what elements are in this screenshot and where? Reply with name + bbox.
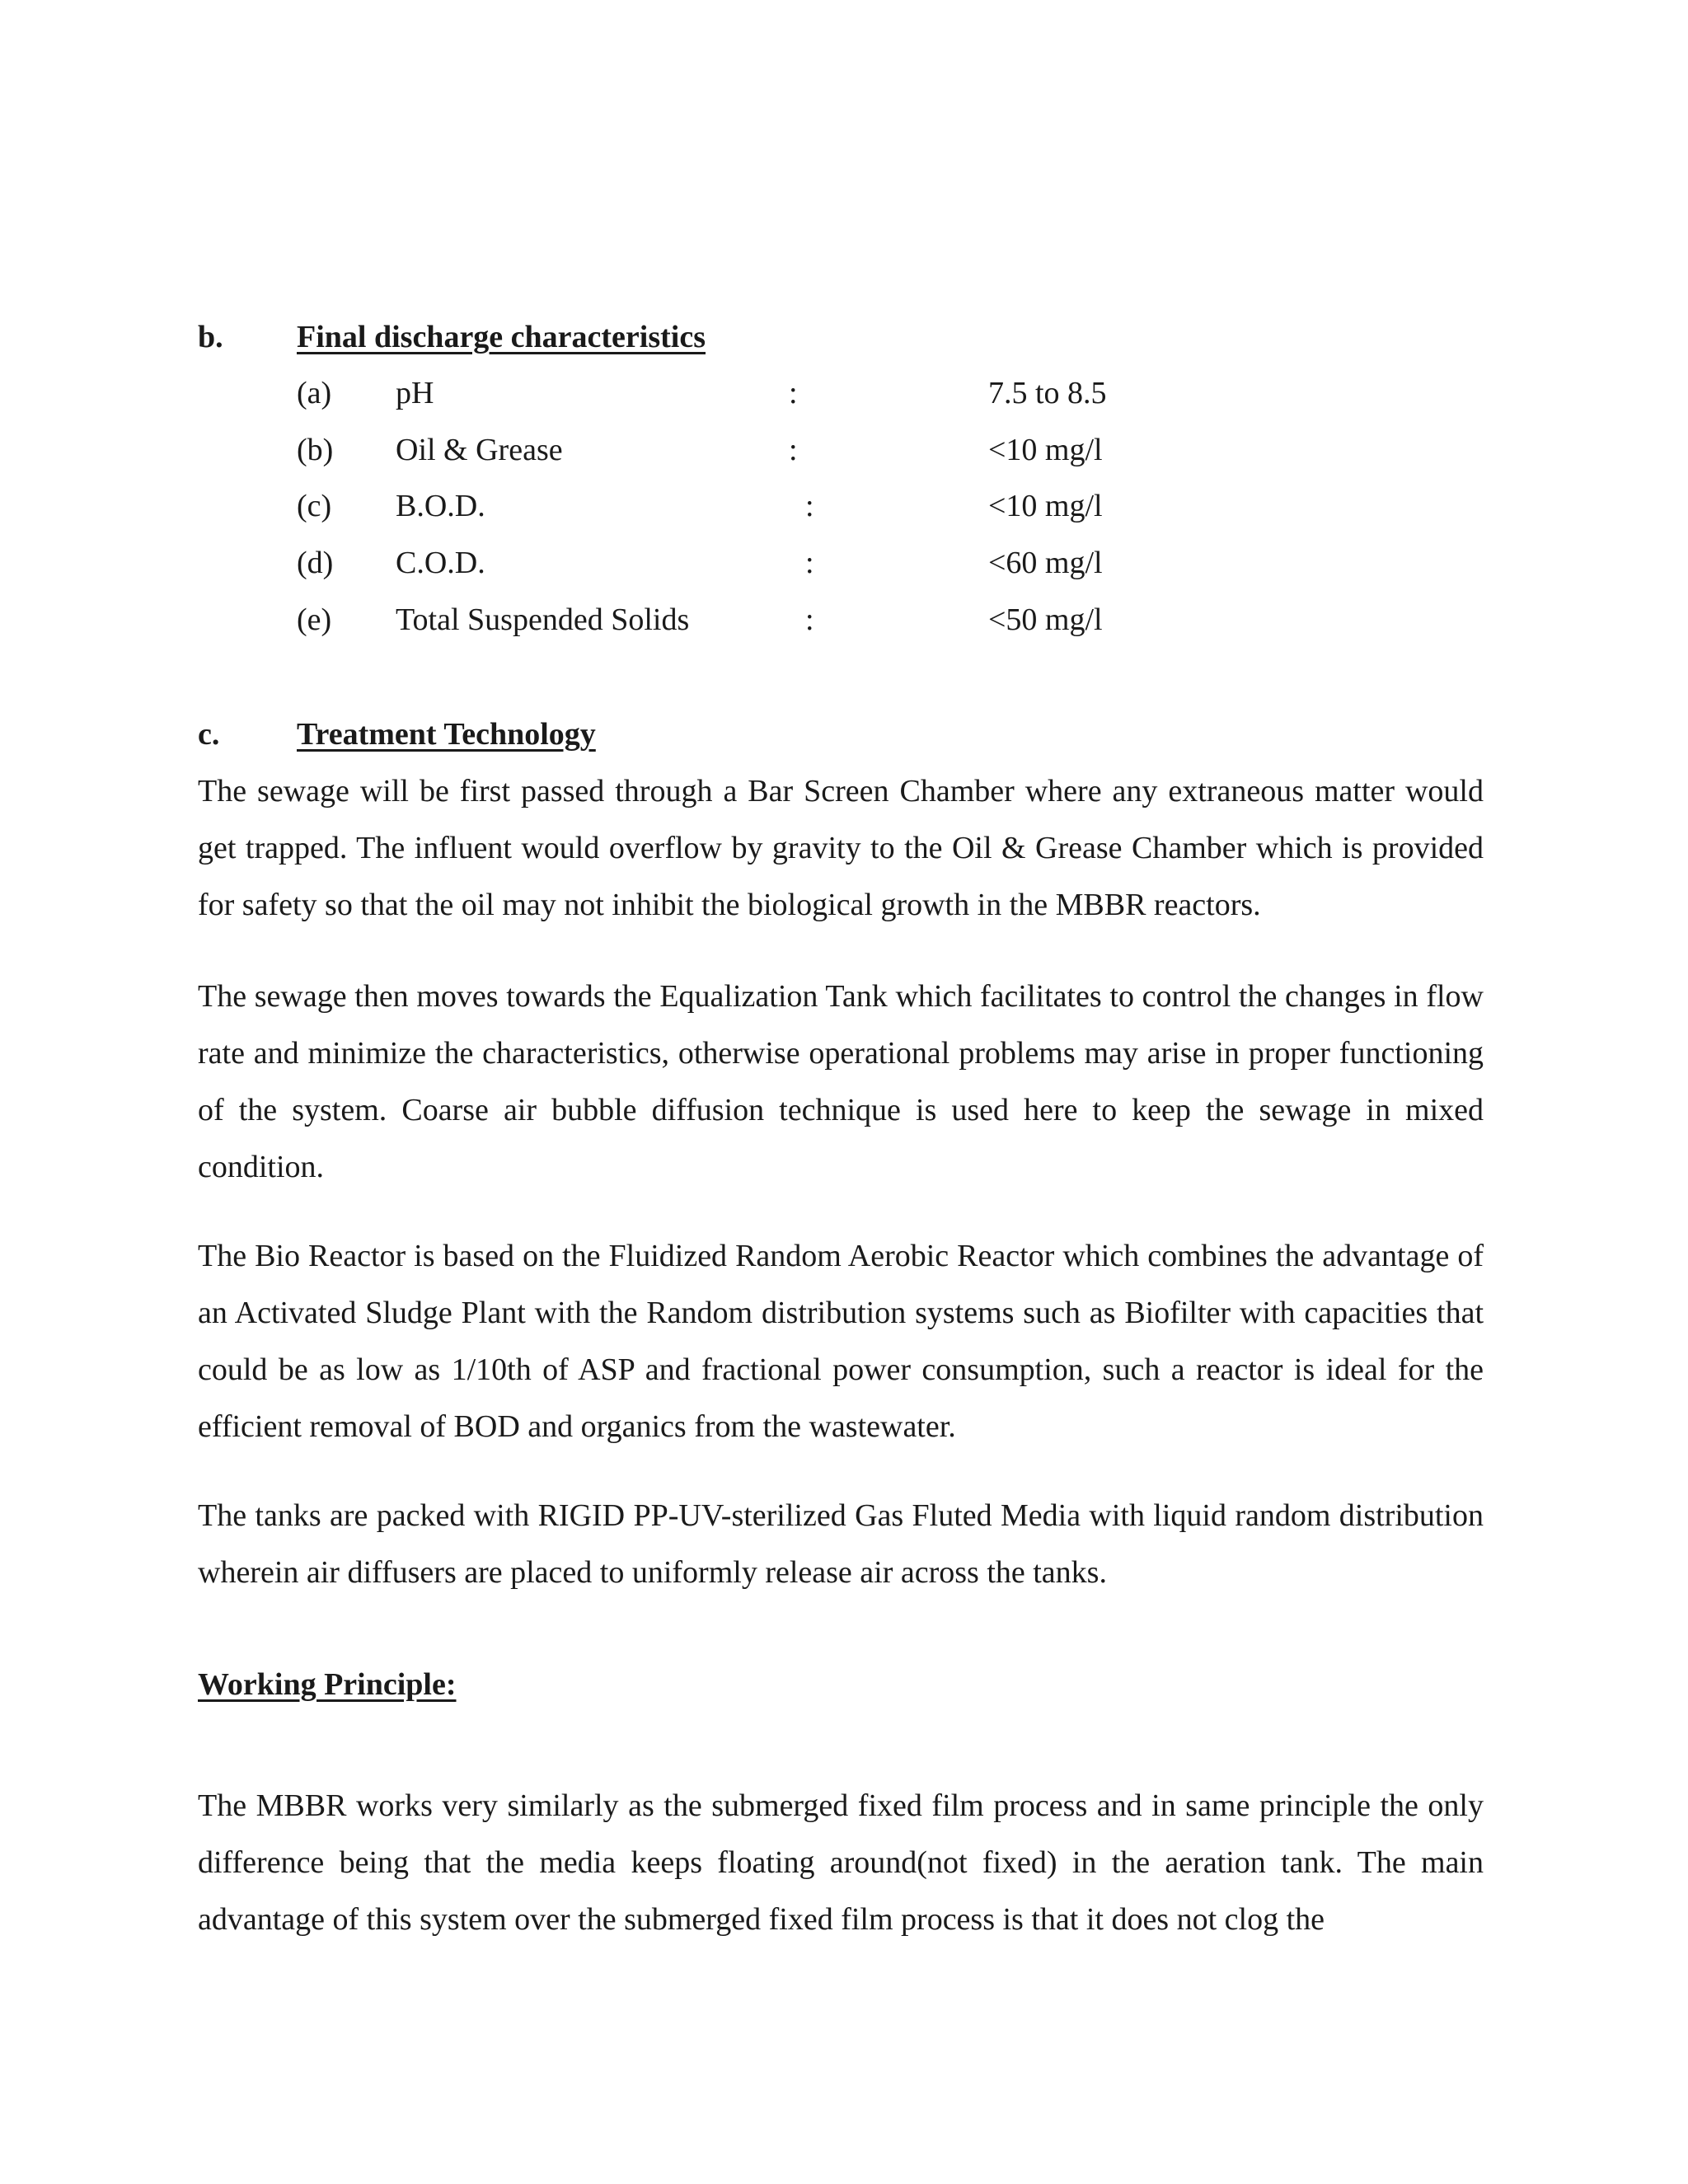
row-value: <50 mg/l (988, 602, 1103, 637)
row-label: (b) (297, 433, 334, 467)
row-colon: : (805, 602, 814, 637)
row-value: <10 mg/l (988, 489, 1103, 523)
row-value: 7.5 to 8.5 (988, 376, 1107, 410)
row-colon: : (805, 546, 814, 580)
row-label: (e) (297, 602, 332, 637)
row-colon: : (789, 433, 798, 467)
row-parameter: C.O.D. (396, 546, 485, 580)
paragraph: The sewage then moves towards the Equalization Tank which facilitates to control the changes in flow rate and minimize the characteristics, otherwise operational problems may arise in proper functioning of the system. Coarse air bubble diffusion technique is used here to keep the sewage in mixed condition. (198, 979, 1484, 1184)
row-parameter: pH (396, 376, 434, 410)
paragraph: The MBBR works very similarly as the submerged fixed film process and in same principle the only difference being that the media keeps floating around(not fixed) in the aeration tank. The main advantage of this system over the submerged fixed film process is that it does not clog the (198, 1788, 1484, 1937)
row-label: (d) (297, 546, 334, 580)
section-c-title: Treatment Technology (297, 717, 596, 752)
working-principle-title: Working Principle: (198, 1667, 457, 1702)
table-row (0, 430, 1688, 470)
table-row (0, 373, 1688, 413)
section-c-letter: c. (198, 717, 220, 752)
row-colon: : (789, 376, 798, 410)
row-label: (a) (297, 376, 332, 410)
row-label: (c) (297, 489, 332, 523)
section-b-title: Final discharge characteristics (297, 320, 706, 354)
row-value: <60 mg/l (988, 546, 1103, 580)
table-row (0, 543, 1688, 583)
row-parameter: Oil & Grease (396, 433, 563, 467)
paragraph: The tanks are packed with RIGID PP-UV-sterilized Gas Fluted Media with liquid random distribution wherein air diffusers are placed to uniformly release air across the tanks. (198, 1498, 1484, 1590)
row-parameter: B.O.D. (396, 489, 485, 523)
table-row (0, 600, 1688, 640)
row-parameter: Total Suspended Solids (396, 602, 690, 637)
paragraph: The Bio Reactor is based on the Fluidized Random Aerobic Reactor which combines the advantage of an Activated Sludge Plant with the Random distribution systems such as Biofilter with capacities that could be as low as 1/10th of ASP and fractional power consumption, such a reactor is ideal for the efficient removal of BOD and organics from the wastewater. (198, 1239, 1484, 1444)
row-colon: : (805, 489, 814, 523)
paragraph: The sewage will be first passed through a Bar Screen Chamber where any extraneous matter would get trapped. The influent would overflow by gravity to the Oil & Grease Chamber which is provided for safety so that the oil may not inhibit the biological growth in the MBBR reactors. (198, 774, 1484, 922)
table-row (0, 486, 1688, 526)
section-b-letter: b. (198, 320, 223, 354)
row-value: <10 mg/l (988, 433, 1103, 467)
